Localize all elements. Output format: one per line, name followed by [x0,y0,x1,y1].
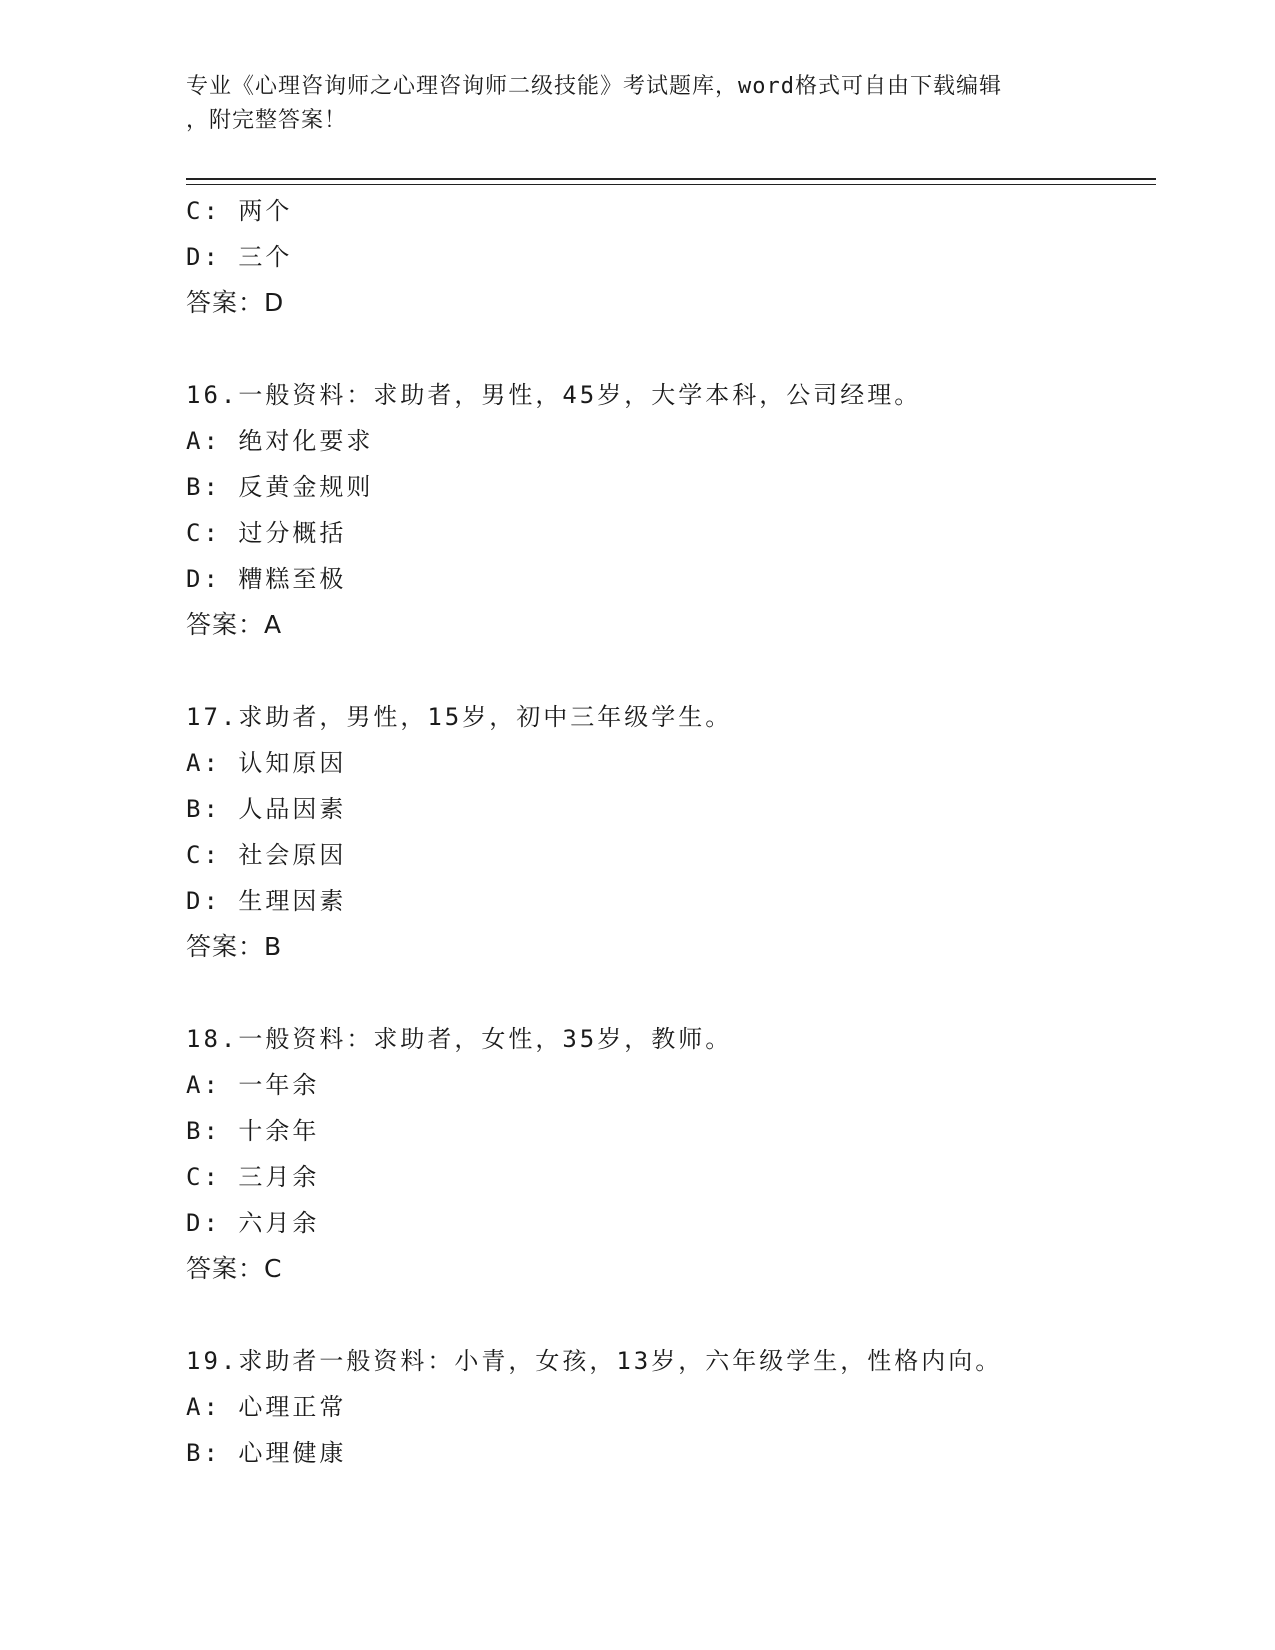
question-18 [186,1016,1146,1292]
question-stem: 17.求助者，男性，15岁，初中三年级学生。 [186,703,733,731]
question-16 [186,372,1146,648]
option-c: C: 过分概括 [186,519,347,547]
option-c: C: 两个 [186,197,293,225]
option-d: D: 三个 [186,243,293,271]
option-d: D: 生理因素 [186,887,347,915]
question-15-continued [186,188,1146,326]
question-17 [186,694,1146,970]
option-d: D: 糟糕至极 [186,565,347,593]
header-divider-bottom [186,184,1156,185]
option-c: C: 三月余 [186,1163,320,1191]
spacer [186,1292,1146,1338]
question-stem: 19.求助者一般资料：小青，女孩，13岁，六年级学生，性格内向。 [186,1347,1003,1375]
question-19 [186,1338,1146,1476]
option-b: B: 心理健康 [186,1439,347,1467]
option-b: B: 十余年 [186,1117,320,1145]
header-line-2: ，附完整答案！ [186,108,348,133]
header-divider-top [186,178,1156,180]
spacer [186,326,1146,372]
option-a: A: 绝对化要求 [186,427,374,455]
option-d: D: 六月余 [186,1209,320,1237]
answer-line: 答案：B [186,932,283,961]
question-list [186,188,1146,1476]
spacer [186,648,1146,694]
option-b: B: 人品因素 [186,795,347,823]
answer-line: 答案：C [186,1254,283,1283]
option-a: A: 心理正常 [186,1393,347,1421]
header-line-1: 专业《心理咨询师之心理咨询师二级技能》考试题库，word格式可自由下载编辑 [186,74,1002,99]
option-a: A: 认知原因 [186,749,347,777]
option-a: A: 一年余 [186,1071,320,1099]
spacer [186,970,1146,1016]
answer-line: 答案：A [186,610,283,639]
question-stem: 16.一般资料：求助者，男性，45岁，大学本科，公司经理。 [186,381,922,409]
question-stem: 18.一般资料：求助者，女性，35岁，教师。 [186,1025,733,1053]
option-b: B: 反黄金规则 [186,473,374,501]
option-c: C: 社会原因 [186,841,347,869]
answer-line: 答案：D [186,288,285,317]
document-header [186,70,1086,138]
